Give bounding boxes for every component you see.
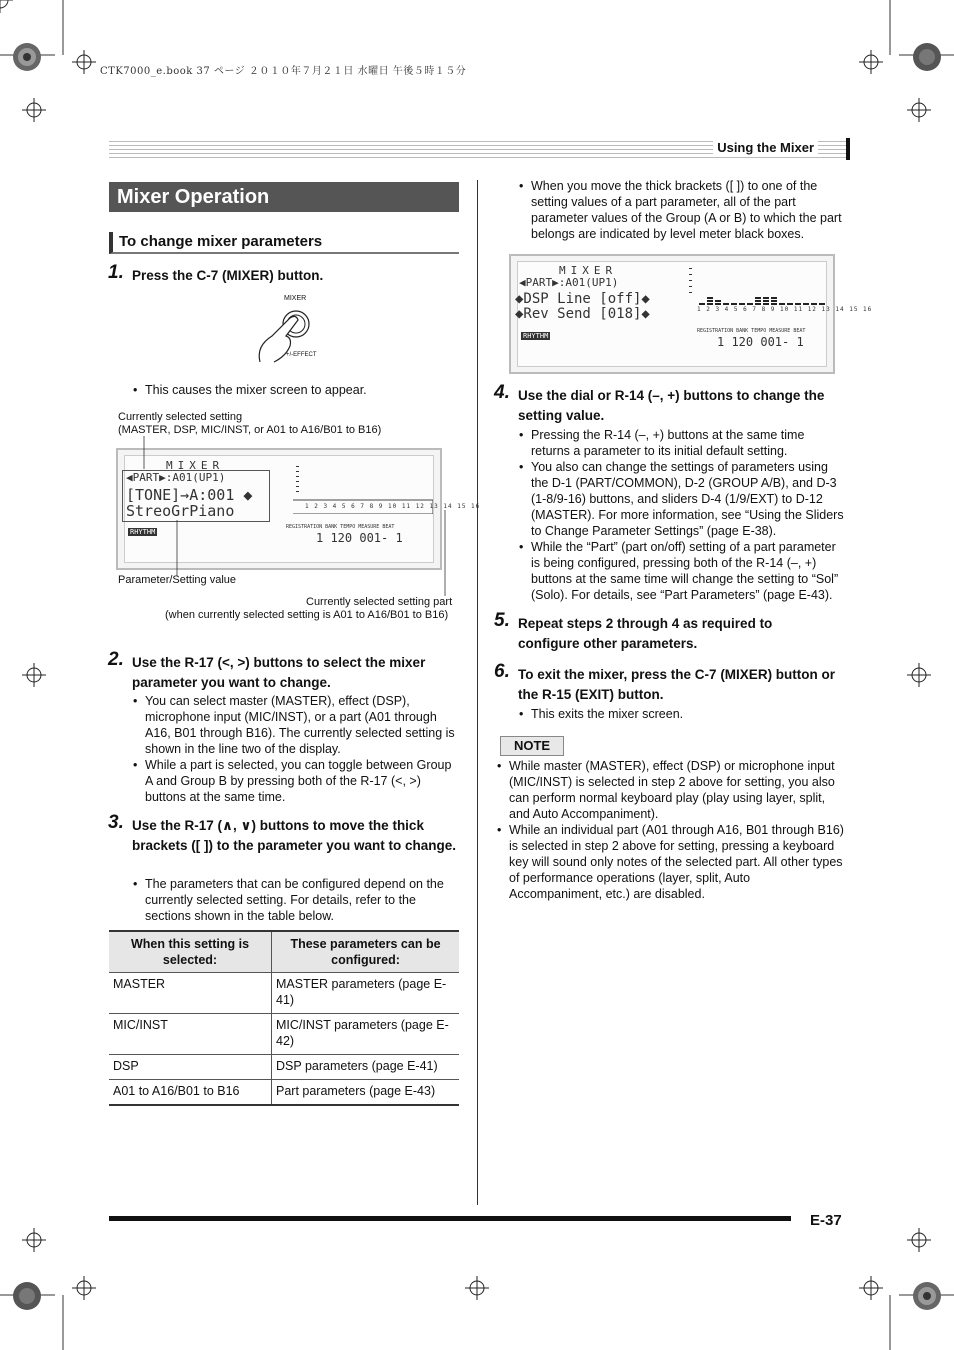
- lcd-line3: ◆Rev Send [018]◆: [515, 306, 650, 322]
- callout-selected-part-detail: (when currently selected setting is A01 to A16/B01 to B16): [165, 609, 449, 621]
- note-bullet: • While master (MASTER), effect (DSP) or microphone input (MIC/INST) is selected in step 2 above for setting, you also can perform normal keyboard play (play using layer, split, and Auto Accompaniment).: [495, 758, 845, 822]
- lcd-line2: ◆DSP Line [off]◆: [515, 291, 650, 307]
- step-text: Use the dial or R-14 (–, +) buttons to change the setting value.: [518, 388, 825, 423]
- lcd-status-readout: 1 120 001- 1: [717, 335, 804, 349]
- meter-block: [771, 303, 777, 305]
- table-row: [109, 1080, 459, 1106]
- note-bullet: • While an individual part (A01 through A16, B01 through B16) is selected in step 2 above for setting, pressing a keyboard key will sound only notes of the selected part. All other types of performance operations (layer, split, Auto Accompaniment, etc.) are disabled.: [495, 822, 845, 902]
- step-1: [108, 262, 462, 286]
- table-cell: MIC/INST parameters (page E-42): [272, 1014, 460, 1055]
- meter-block: [787, 303, 793, 305]
- header-label: Using the Mixer: [713, 140, 818, 155]
- meter-block: [771, 297, 777, 299]
- meter-block: [747, 303, 753, 305]
- callout-selected-part: Currently selected setting part: [306, 596, 453, 608]
- table-cell: Part parameters (page E-43): [272, 1080, 460, 1106]
- step-number: 6.: [494, 661, 510, 682]
- step-number: 3.: [108, 812, 124, 833]
- meter-block: [715, 303, 721, 305]
- meter-block: [723, 303, 729, 305]
- step-6: [494, 661, 848, 705]
- step3-bullet: • The parameters that can be configured depend on the currently selected setting. For details, refer to the sections shown in the table below.: [131, 876, 461, 924]
- mixer-lcd-display-dsp: [509, 254, 873, 374]
- meter-block: [755, 303, 761, 305]
- step-3: [108, 812, 460, 856]
- step4-bullet: • Pressing the R-14 (–, +) buttons at the same time returns a parameter to its initial default setting.: [517, 427, 845, 459]
- table-header-row: [109, 931, 459, 973]
- meter-block: [771, 300, 777, 302]
- step-number: 5.: [494, 610, 510, 631]
- lcd-title: MIXER: [166, 459, 225, 472]
- rhythm-indicator: RHYTHM: [523, 332, 549, 340]
- page-number: E-37: [810, 1212, 842, 1229]
- step-number: 4.: [494, 382, 510, 403]
- table-header: These parameters can be configured:: [272, 931, 460, 973]
- step-text: Press the C-7 (MIXER) button.: [132, 268, 324, 283]
- meter-block: [755, 300, 761, 302]
- meter-block: [763, 303, 769, 305]
- footer-rule: [109, 1216, 791, 1221]
- step-5: [494, 610, 818, 654]
- meter-block: [739, 303, 745, 305]
- finger-press-icon: [250, 302, 330, 368]
- meter-block: [779, 303, 785, 305]
- table-cell: MASTER: [109, 973, 272, 1014]
- mixer-button-illustration: [250, 294, 330, 368]
- mixer-button-label: MIXER: [284, 295, 307, 302]
- table-cell: MIC/INST: [109, 1014, 272, 1055]
- table-cell: MASTER parameters (page E-41): [272, 973, 460, 1014]
- step-text: To exit the mixer, press the C-7 (MIXER) button or the R-15 (EXIT) button.: [518, 667, 836, 702]
- lcd-status-labels: REGISTRATION BANK TEMPO MEASURE BEAT: [286, 524, 395, 530]
- lcd-status-readout: 1 120 001- 1: [316, 531, 403, 545]
- section-title: Mixer Operation: [109, 182, 459, 212]
- table-row: [109, 1014, 459, 1055]
- meter-block: [707, 303, 713, 305]
- step-text: Repeat steps 2 through 4 as required to configure other parameters.: [518, 616, 773, 651]
- lcd-part-numbers: 1 2 3 4 5 6 7 8 9 10 11 12 13 14 15 16: [697, 306, 873, 313]
- column-divider: [477, 180, 478, 1205]
- lcd-line3: StreoGrPiano: [126, 502, 235, 520]
- note-label: NOTE: [500, 736, 564, 756]
- lcd-status-labels: REGISTRATION BANK TEMPO MEASURE BEAT: [697, 328, 806, 334]
- meter-block: [763, 300, 769, 302]
- meter-block: [819, 303, 825, 305]
- step2-bullet: • You can select master (MASTER), effect (DSP), microphone input (MIC/INST), or a part (A01 through A16, B01 through B16). The currently selected setting is shown in the line two of the display.: [131, 693, 461, 757]
- step1-bullet: • This causes the mixer screen to appear.: [131, 382, 461, 398]
- step-text: Use the R-17 (∧, ∨) buttons to move the thick brackets ([ ]) to the parameter you want to change.: [132, 818, 457, 853]
- meter-block: [811, 303, 817, 305]
- lcd-line2: [TONE]→A:001 ◆: [126, 486, 253, 504]
- table-cell: DSP: [109, 1055, 272, 1080]
- meter-block: [763, 297, 769, 299]
- step-2: [108, 649, 457, 693]
- step-text: Use the R-17 (<, >) buttons to select the mixer parameter you want to change.: [132, 655, 426, 690]
- meter-block: [715, 300, 721, 302]
- page-header: [109, 138, 850, 160]
- meter-block: [699, 303, 705, 305]
- book-file-line: CTK7000_e.book 37 ページ ２０１０年７月２１日 水曜日 午後５時１５分: [100, 66, 467, 77]
- table-header: When this setting is selected:: [109, 931, 272, 973]
- callout-parameter-value: Parameter/Setting value: [118, 574, 237, 586]
- step4-bullet: • While the “Part” (part on/off) setting of a part parameter is being configured, pressing both of the R-14 (–, +) buttons at the same time will change the setting to “Sol” (Solo). For details, see “Part Parameters” (page E-43).: [517, 539, 845, 603]
- meter-block: [795, 303, 801, 305]
- meter-block: [803, 303, 809, 305]
- effect-sublabel: +/-EFFECT: [286, 352, 317, 358]
- step-number: 2.: [108, 649, 124, 670]
- lcd-line1: ◀PART▶:A01(UP1): [126, 471, 226, 484]
- lcd-title: MIXER: [559, 264, 618, 277]
- lcd-line1: ◀PART▶:A01(UP1): [519, 276, 619, 289]
- meter-block: [731, 303, 737, 305]
- lcd-part-numbers: 1 2 3 4 5 6 7 8 9 10 11 12 13 14 15 16: [305, 503, 481, 510]
- meter-block: [707, 297, 713, 299]
- step6-bullet: • This exits the mixer screen.: [517, 706, 845, 722]
- meter-block: [707, 300, 713, 302]
- callout-selected-setting: Currently selected setting: [118, 411, 243, 423]
- table-cell: DSP parameters (page E-41): [272, 1055, 460, 1080]
- callout-selected-setting-detail: (MASTER, DSP, MIC/INST, or A01 to A16/B01 to B16): [118, 424, 382, 436]
- step2-bullet: • While a part is selected, you can toggle between Group A and Group B by pressing both of the R-17 (<, >) buttons at the same time.: [131, 757, 461, 805]
- parameters-table: [109, 930, 459, 1106]
- meter-block: [755, 297, 761, 299]
- rhythm-indicator: RHYTHM: [130, 528, 156, 536]
- step4-bullet: • You also can change the settings of parameters using the D-1 (PART/COMMON), D-2 (GROUP A/B), and D-3 (1-8/9-16) buttons, and sliders D-4 (1/9/EXT) to D-12 (MASTER). For more information, see “Using the Sliders to Change Parameter Settings” (page E-38).: [517, 459, 845, 539]
- table-row: [109, 1055, 459, 1080]
- step-4: [494, 382, 846, 426]
- table-cell: A01 to A16/B01 to B16: [109, 1080, 272, 1106]
- subsection-title: To change mixer parameters: [109, 232, 459, 254]
- step-number: 1.: [108, 262, 124, 283]
- table-row: [109, 973, 459, 1014]
- bracket-bullet: • When you move the thick brackets ([ ]) to one of the setting values of a part parameter, all of the part parameter values of the Group (A or B) to which the part belongs are indicated by level meter black boxes.: [517, 178, 845, 242]
